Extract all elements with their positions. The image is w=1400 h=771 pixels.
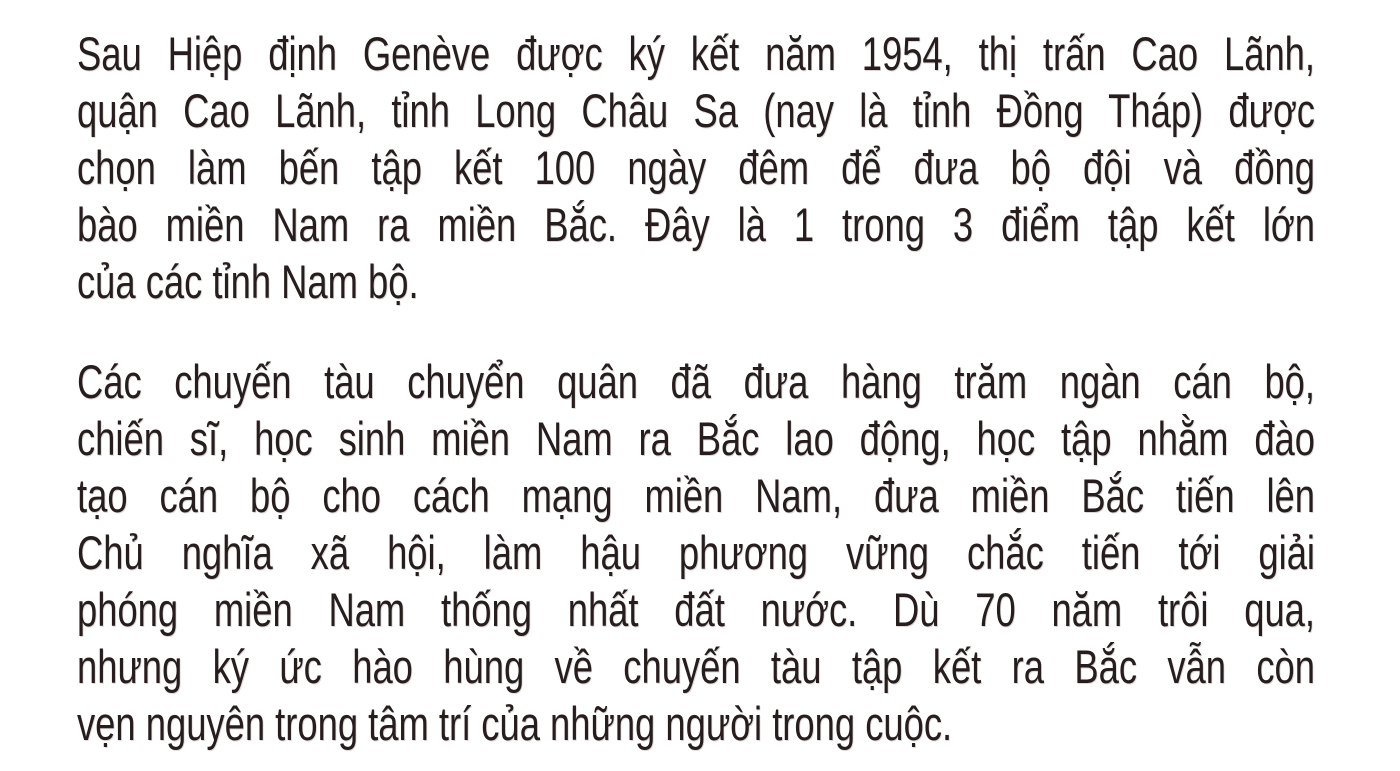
text-line: phóng miền Nam thống nhất đất nước. Dù 70 năm trôi qua,: [77, 583, 1315, 636]
text-line: Sau Hiệp định Genève được ký kết năm 1954, thị trấn Cao Lãnh,: [77, 27, 1315, 80]
text-line: tạo cán bộ cho cách mạng miền Nam, đưa miền Bắc tiến lên: [77, 469, 1315, 522]
text-line: Chủ nghĩa xã hội, làm hậu phương vững chắc tiến tới giải: [77, 526, 1315, 579]
text-line: quận Cao Lãnh, tỉnh Long Châu Sa (nay là tỉnh Đồng Tháp) được: [77, 84, 1315, 137]
paragraph-1: [77, 25, 1315, 310]
text-line: chọn làm bến tập kết 100 ngày đêm để đưa bộ đội và đồng: [77, 141, 1315, 194]
text-line: của các tỉnh Nam bộ.: [77, 255, 419, 308]
text-line: Các chuyến tàu chuyển quân đã đưa hàng trăm ngàn cán bộ,: [77, 355, 1315, 408]
text-line: chiến sĩ, học sinh miền Nam ra Bắc lao động, học tập nhằm đào: [77, 412, 1315, 465]
paragraph-2: [77, 353, 1315, 752]
article-body: [77, 25, 1315, 752]
text-line: vẹn nguyên trong tâm trí của những người trong cuộc.: [77, 697, 953, 750]
text-line: bào miền Nam ra miền Bắc. Đây là 1 trong 3 điểm tập kết lớn: [77, 198, 1315, 251]
text-line: nhưng ký ức hào hùng về chuyến tàu tập kết ra Bắc vẫn còn: [77, 640, 1315, 693]
